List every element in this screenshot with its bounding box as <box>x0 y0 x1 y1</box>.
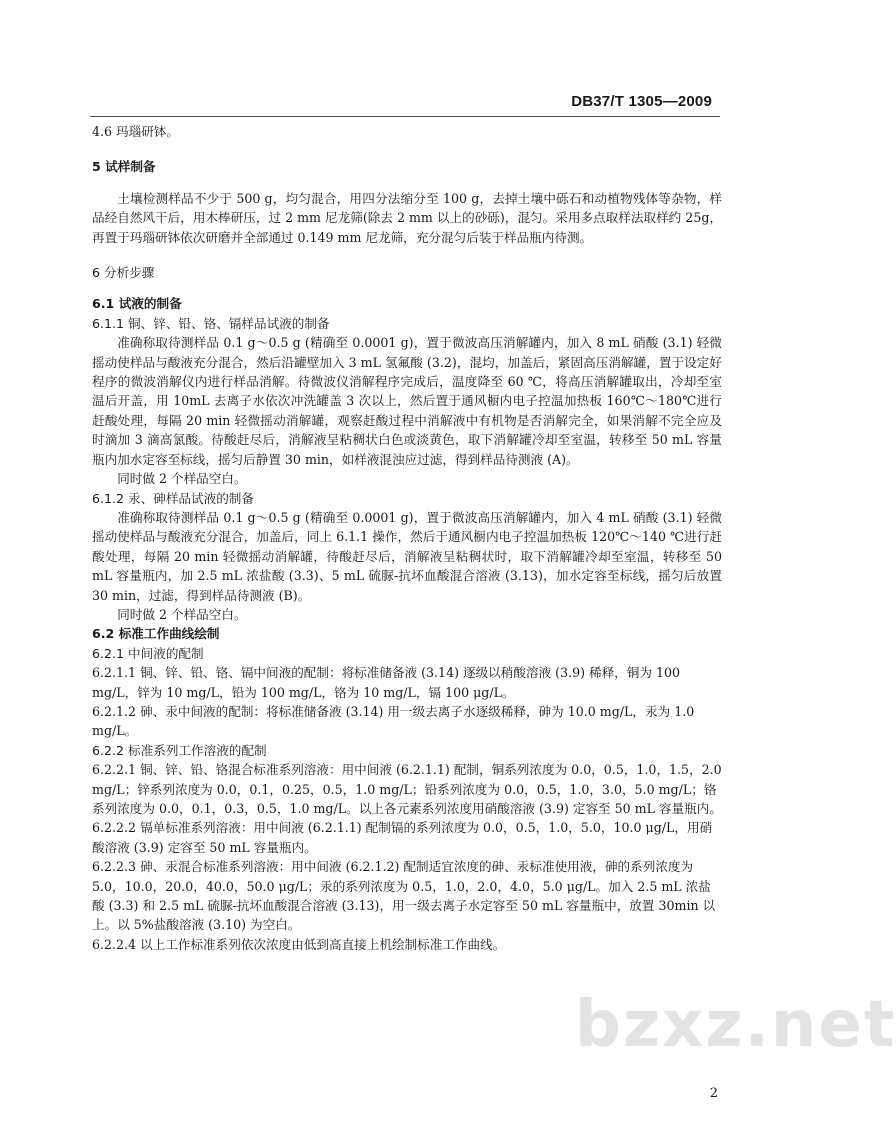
section-5-paragraph: 土壤检测样品不少于 500 g，均匀混合，用四分法缩分至 100 g，去掉土壤中砾石和动植物残体等杂物，样品经自然风干后，用木棒研压，过 2 mm 尼龙筛(除去 2 mm 以上的砂砾)，混匀。采用多点取样法取样约 25g，再置于玛瑙研钵依次研磨并全部通过 0.149 mm 尼龙筛，充分混匀后装于样品瓶内待测。 <box>92 190 722 245</box>
header-rule <box>90 116 720 117</box>
section-6-2-heading: 6.2 标准工作曲线绘制 <box>92 626 220 642</box>
section-5-heading: 5 试样制备 <box>92 159 156 175</box>
blank-note-2: 同时做 2 个样品空白。 <box>117 606 247 622</box>
section-6-1-2-paragraph: 准确称取待测样品 0.1 g～0.5 g (精确至 0.0001 g)，置于微波高压消解罐内，加入 4 mL 硝酸 (3.1) 轻微摇动使样品与酸液充分混合，加盖后，同上 6.1.1 操作，然后于通风橱内电子控温加热板 120℃～140 ℃进行赶酸处理，每隔 20 min 轻微摇动消解罐，待酸赶尽后，消解液呈粘稠状时，取下消解罐冷却至室温，转移至 50 mL 容量瓶内，加 2.5 mL 浓盐酸 (3.3)、5 mL 硫脲-抗坏血酸混合溶液 (3.13)，加水定容至标线，摇匀后放置 30 min，过滤，得到样品待测液 (B)。 <box>92 509 722 603</box>
section-6-2-2-4: 6.2.2.4 以上工作标准系列依次浓度由低到高直接上机绘制标准工作曲线。 <box>92 936 506 952</box>
section-6-1-heading: 6.1 试液的制备 <box>92 296 182 312</box>
watermark: bzxz.net <box>575 988 896 1062</box>
document-body <box>92 122 722 954</box>
section-6-1-1-paragraph: 准确称取待测样品 0.1 g～0.5 g (精确至 0.0001 g)，置于微波高压消解罐内，加入 8 mL 硝酸 (3.1) 轻微摇动使样品与酸液充分混合，然后沿罐壁加入 3 mL 氢氟酸 (3.2)，混均，加盖后，紧固高压消解罐，置于设定好程序的微波消解仪内进行样品消解。待微波仪消解程序完成后，温度降至 60 ℃，将高压消解罐取出，冷却至室温后开盖，用 10mL 去离子水依次冲洗罐盖 3 次以上，然后置于通风橱内电子控温加热板 160℃～180℃进行赶酸处理，每隔 20 min 轻微摇动消解罐，观察赶酸过程中消解液中有机物是否消解完全，如果消解不完全应及时滴加 3 滴高氯酸。待酸赶尽后，消解液呈粘稠状白色或淡黄色，取下消解罐冷却至室温，转移至 50 mL 容量瓶内加水定容至标线，摇匀后静置 30 min，如样液混浊应过滤，得到样品待测液 (A)。 <box>92 335 722 467</box>
blank-note-1: 同时做 2 个样品空白。 <box>117 471 247 487</box>
standard-code: DB37/T 1305—2009 <box>571 93 712 110</box>
section-6-2-2-1: 6.2.2.1 铜、锌、铅、铬混合标准系列溶液：用中间液 (6.2.1.1) 配制，铜系列浓度为 0.0，0.5，1.0，1.5，2.0 mg/L；锌系列浓度为 0.0，0.1，0.25，0.5，1.0 mg/L；铅系列浓度为 0.0，0.5，1.0，3.0，5.0 mg/L；铬系列浓度为 0.0，0.1，0.3，0.5，1.0 mg/L。以上各元素系列浓度用硝酸溶液 (3.9) 定容至 50 mL 容量瓶内。 <box>92 762 722 816</box>
section-6-1-2-heading: 6.1.2 汞、砷样品试液的制备 <box>92 490 254 506</box>
section-6-2-1-1: 6.2.1.1 铜、锌、铅、铬、镉中间液的配制：将标准储备液 (3.14) 逐级以稍酸溶液 (3.9) 稀释，铜为 100 mg/L，锌为 10 mg/L，铅为 100 mg/L，铬为 10 mg/L，镉 100 μg/L。 <box>92 665 681 700</box>
section-6-2-1-heading: 6.2.1 中间液的配制 <box>92 645 204 661</box>
section-6-2-2-2: 6.2.2.2 镉单标准系列溶液：用中间液 (6.2.1.1) 配制镉的系列浓度为 0.0，0.5，1.0，5.0，10.0 μg/L，用硝酸溶液 (3.9) 定容至 50 mL 容量瓶内。 <box>92 820 713 855</box>
section-6-2-1-2: 6.2.1.2 砷、汞中间液的配制：将标准储备液 (3.14) 用一级去离子水逐级稀释，砷为 10.0 mg/L，汞为 1.0 mg/L。 <box>92 703 695 739</box>
section-6-2-2-3: 6.2.2.3 砷、汞混合标准系列溶液：用中间液 (6.2.1.2) 配制适宜浓度的砷、汞标准使用液，砷的系列浓度为 5.0，10.0，20.0，40.0，50.0 μg/L；汞的系列浓度为 0.5，1.0，2.0，4.0，5.0 μg/L。加入 2.5 mL 浓盐酸 (3.3) 和 2.5 mL 硫脲-抗坏血酸混合溶液 (3.13)，用一级去离子水定容至 50 mL 容量瓶中，放置 30min 以上。以 5%盐酸溶液 (3.10) 为空白。 <box>92 859 716 933</box>
item-4-6: 4.6 玛瑙研钵。 <box>92 124 180 139</box>
section-6-1-1-heading: 6.1.1 铜、锌、铅、铬、镉样品试液的制备 <box>92 315 330 331</box>
section-6-2-2-heading: 6.2.2 标准系列工作溶液的配制 <box>92 742 267 758</box>
page-number: 2 <box>709 1086 718 1101</box>
section-6-heading: 6 分析步骤 <box>92 265 155 281</box>
